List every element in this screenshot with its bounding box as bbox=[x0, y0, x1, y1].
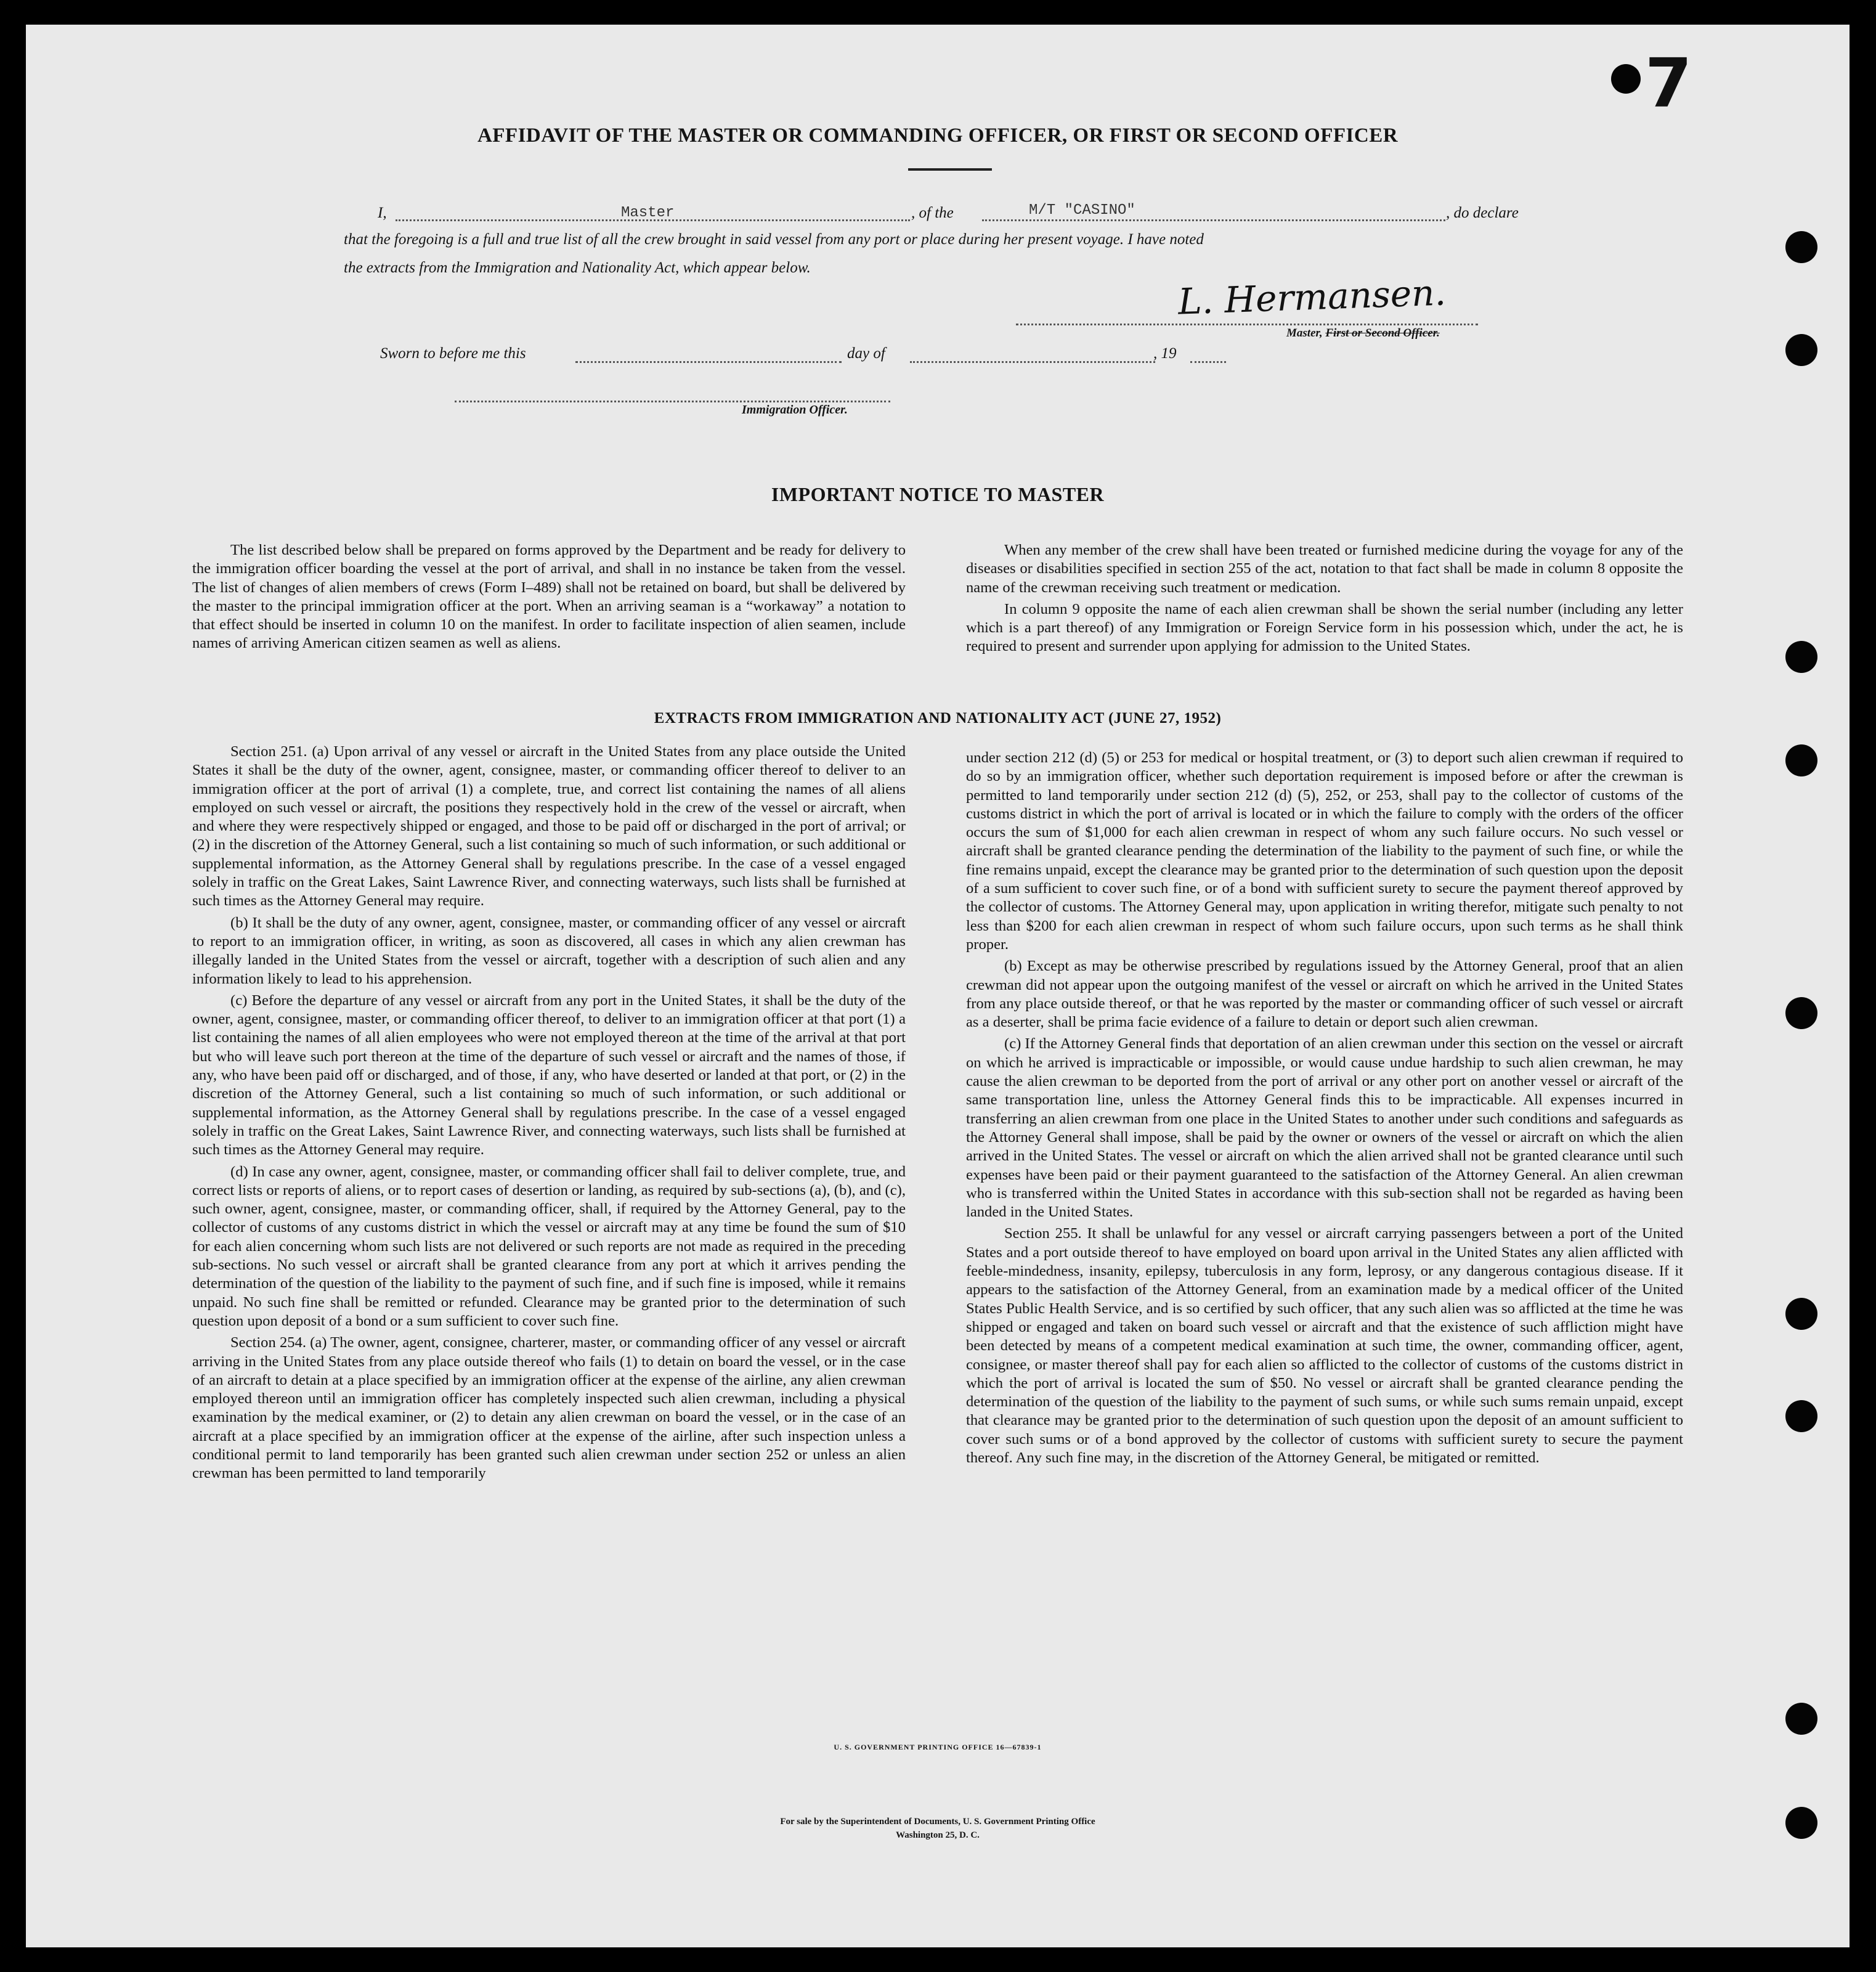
extracts-left-column bbox=[192, 743, 906, 1486]
signature: L. Hermansen. bbox=[1177, 271, 1447, 323]
punch-hole bbox=[1785, 231, 1817, 263]
statute-paragraph: (c) Before the departure of any vessel or aircraft from any port in the United States, it shall be the duty of the owner, agent, consignee, master, or commanding officer thereof, to deliver to an immigration officer at that port (1) a list containing the names of all alien employees who were not employed thereon at the time of the arrival at that port but who will leave such port thereon at the time of the departure of such vessel or aircraft and the names of those, if any, who have been paid off or discharged, and of those, if any, who have deserted or landed at that port, or (2) in the discretion of the Attorney General, such a list containing so much of such information, or such additional or supplemental information, as the Attorney General shall by regulations prescribe. In the case of a vessel engaged solely in traffic on the Great Lakes, Saint Lawrence River, and connecting waterways, such lists shall be furnished at such times as the Attorney General may require. bbox=[192, 992, 906, 1159]
punch-hole bbox=[1785, 997, 1817, 1029]
officer-caption: Immigration Officer. bbox=[742, 403, 848, 417]
notice-paragraph: When any member of the crew shall have been treated or furnished medicine during the voyage for any of the diseases or disabilities specified in section 255 of the act, notation to that fact shall be made in column 8 opposite the name of the crewman receiving such treatment or medication. bbox=[966, 542, 1683, 596]
punch-hole bbox=[1785, 744, 1817, 776]
punch-hole bbox=[1785, 641, 1817, 673]
day-of-label: day of bbox=[847, 345, 885, 362]
declaration-line-1: that the foregoing is a full and true list of all the crew brought in said vessel from any port or place during her present voyage. I have noted bbox=[344, 231, 1204, 248]
vessel-value: M/T "CASINO" bbox=[1029, 202, 1135, 219]
statute-paragraph: under section 212 (d) (5) or 253 for medical or hospital treatment, or (3) to deport such alien crewman if required to do so by an immigration officer, whether such deportation requirement is imposed before or after the crewman is permitted to land temporarily under section 212 (d) (5), 252, or 253, shall pay to the collector of customs of the customs district in which the port of arrival is located or in which the failure to comply with the orders of the officer occurs the sum of $1,000 for each alien crewman in respect of whom any such failure occurs. No such vessel or aircraft shall be granted clearance pending the determination of the liability to the payment of such fine, or while the fine remains unpaid, except the clearance may be granted prior to the determination of such question upon the deposit of a sum sufficient to cover such fine, or of a bond with sufficient surety to secure the payment thereof approved by the collector of customs. The Attorney General may, upon application in writing therefor, mitigate such penalty to not less than $200 for each alien crewman in respect of whom such failure occurs, upon such terms as he shall think proper. bbox=[966, 749, 1683, 953]
statute-paragraph: (d) In case any owner, agent, consignee, master, or commanding officer shall fail to deliver complete, true, and correct lists or reports of aliens, or to report cases of desertion or landing, as required by sub-sections (a), (b), and (c), such owner, agent, consignee, master, or commanding officer, shall, if required by the Attorney General, pay to the collector of customs of any customs district in which the vessel or aircraft may at any time be found the sum of $10 for each alien concerning whom such lists are not delivered or such reports are not made as required in the preceding sub-sections. No such vessel or aircraft shall be granted clearance from any port at which it arrives pending the determination of the question of the liability to the payment of such fine, and if such fine is imposed, while it remains unpaid. No such fine shall be remitted or refunded. Clearance may be granted prior to the determination of such question upon deposit of a bond or a sum sufficient to cover such fine. bbox=[192, 1163, 906, 1329]
year-label: , 19 bbox=[1153, 345, 1177, 362]
sale-notice-line-1: For sale by the Superintendent of Documents, U. S. Government Printing Office bbox=[780, 1817, 1095, 1827]
statute-paragraph: Section 255. It shall be unlawful for any vessel or aircraft carrying passengers between a port of the United States and a port outside thereof to have employed on board upon arrival in the United States any alien afflicted with feeble-mindedness, insanity, epilepsy, tuberculosis in any form, leprosy, or any dangerous contagious disease. If it appears to the satisfaction of the Attorney General, from an examination made by a medical officer of the United States Public Health Service, and is so certified by such officer, that any such alien was so afflicted at the time he was shipped or engaged and taken on board such vessel or aircraft and that the existence of such affliction might have been detected by means of a competent medical examination at such time, the owner, commanding officer, agent, consignee, or master thereof shall pay for each alien so afflicted to the collector of customs of the customs district in which the port of arrival is located the sum of $50. No vessel or aircraft shall be granted clearance pending the determination of the question of the liability to the payment of such sums, or while such sums remain unpaid, except that clearance may be granted prior to the determination of such question upon the deposit of an amount sufficient to cover such sums or of a bond approved by the collector of customs with sufficient surety to secure the payment thereof. Any such fine may, in the discretion of the Attorney General, be mitigated or remitted. bbox=[966, 1225, 1683, 1466]
sworn-day-field[interactable] bbox=[575, 361, 842, 363]
extracts-right-column bbox=[966, 749, 1683, 1470]
caption-master: Master, bbox=[1286, 327, 1323, 340]
officer-signature-line[interactable] bbox=[455, 401, 890, 402]
gpo-imprint: U. S. GOVERNMENT PRINTING OFFICE 16—67839-1 bbox=[834, 1743, 1042, 1751]
statute-paragraph: Section 251. (a) Upon arrival of any vessel or aircraft in the United States from any place outside the United States it shall be the duty of the owner, agent, consignee, master, or commanding officer thereof to deliver to an immigration officer at the port of arrival (1) a complete, true, and correct list containing the names of all aliens employed on such vessel or aircraft, the positions they respectively hold in the crew of the vessel or aircraft, when and where they were respectively shipped or engaged, and those to be paid off or discharged in the port of arrival; or (2) in the discretion of the Attorney General, such a list containing so much of such information, or such additional or supplemental information, as the Attorney General shall by regulations prescribe. In the case of a vessel engaged solely in traffic on the Great Lakes, Saint Lawrence River, and connecting waterways, such lists shall be furnished at such times as the Attorney General may require. bbox=[192, 743, 906, 910]
punch-hole bbox=[1785, 334, 1817, 366]
sworn-year-field[interactable] bbox=[1190, 361, 1226, 363]
declarant-value: Master bbox=[621, 205, 675, 221]
document-page bbox=[26, 25, 1850, 1947]
statute-paragraph: (c) If the Attorney General finds that deportation of an alien crewman under this section on the vessel or aircraft on which he arrived is impracticable or impossible, or would cause undue hardship to such alien crewman, he may cause the alien crewman to be deported from the port of arrival or any other port on another vessel or aircraft of the same transportation line, unless the Attorney General finds this to be impracticable. All expenses incurred in transferring an alien crewman from one place in the United States to another under such conditions and safeguards as the Attorney General shall impose, shall be paid by the owner or owners of the vessel or aircraft on which the alien arrived in the United States. The vessel or aircraft on which the alien arrived shall not be granted clearance until such expenses have been paid or their payment guaranteed to the satisfaction of the Attorney General. An alien crewman who is transferred within the United States in accordance with this sub-section shall not be regarded as having been landed in the United States. bbox=[966, 1035, 1683, 1221]
notice-title: IMPORTANT NOTICE TO MASTER bbox=[771, 483, 1105, 505]
extracts-title: EXTRACTS FROM IMMIGRATION AND NATIONALITY ACT (JUNE 27, 1952) bbox=[654, 710, 1222, 727]
notice-paragraph: In column 9 opposite the name of each alien crewman shall be shown the serial number (including any letter which is a part thereof) of any Immigration or Foreign Service form in his possession which, under the act, he is required to present and surrender upon applying for admission to the United States. bbox=[966, 600, 1683, 655]
statute-paragraph: (b) Except as may be otherwise prescribed by regulations issued by the Attorney General, proof that an alien crewman did not appear upon the outgoing manifest of the vessel or aircraft on which he arrived in the United States from any place outside thereof, or that he was reported by the master or commanding officer of such vessel or aircraft as a deserter, shall be prima facie evidence of a failure to detain or deport such alien crewman. bbox=[966, 958, 1683, 1031]
affidavit-title: AFFIDAVIT OF THE MASTER OR COMMANDING OFFICER, OR FIRST OR SECOND OFFICER bbox=[477, 124, 1399, 147]
statute-paragraph: (b) It shall be the duty of any owner, agent, consignee, master, or commanding officer of any vessel or aircraft to report to an immigration officer, in writing, as soon as discovered, all cases in which any alien crewman has illegally landed in the United States from the vessel or aircraft, together with a description of such alien and any information likely to lead to his apprehension. bbox=[192, 914, 906, 987]
sale-notice-line-2: Washington 25, D. C. bbox=[896, 1830, 980, 1840]
title-rule bbox=[908, 168, 992, 171]
vessel-field[interactable] bbox=[982, 219, 1445, 221]
notice-paragraph: The list described below shall be prepared on forms approved by the Department and be ready for delivery to the immigration officer boarding the vessel at the port of arrival, and shall in no instance be taken from the vessel. The list of changes of alien members of crews (Form I–489) shall not be retained on board, but shall be delivered by the master to the principal immigration officer at the port. When an arriving seaman is a “workaway” a notation to that effect should be inserted in column 10 on the manifest. In order to facilitate inspection of alien seamen, include names of arriving American citizen seamen as well as aliens. bbox=[192, 542, 906, 652]
sworn-month-field[interactable] bbox=[910, 361, 1155, 363]
caption-struck-officer: First or Second Officer. bbox=[1325, 327, 1440, 340]
signature-caption bbox=[1286, 327, 1440, 340]
punch-hole bbox=[1785, 1400, 1817, 1432]
notice-left-column bbox=[192, 541, 906, 656]
punch-hole bbox=[1611, 64, 1641, 94]
declare-label: , do declare bbox=[1446, 205, 1519, 221]
punch-hole bbox=[1785, 1298, 1817, 1330]
punch-hole bbox=[1785, 1703, 1817, 1735]
sworn-label: Sworn to before me this bbox=[380, 345, 526, 362]
signature-line bbox=[1016, 324, 1478, 325]
statute-paragraph: Section 254. (a) The owner, agent, consignee, charterer, master, or commanding officer of any vessel or aircraft arriving in the United States from any place outside thereof who fails (1) to detain on board the vessel, or in the case of an aircraft to detain at a place specified by an immigration officer at the expense of the airline, any alien crewman employed thereon until an immigration officer has completely inspected such alien crewman, including a physical examination by the medical examiner, or (2) to detain any alien crewman on board the vessel, or in the case of an aircraft at a place specified by an immigration officer at the expense of the airline, after such inspection unless a conditional permit to land temporarily has been granted such alien crewman under section 252 or unless an alien crewman has been permitted to land temporarily bbox=[192, 1334, 906, 1482]
handwritten-corner-mark: 7 bbox=[1645, 44, 1692, 123]
of-the-label: , of the bbox=[911, 205, 954, 221]
declarant-label: I, bbox=[378, 205, 387, 221]
notice-right-column bbox=[966, 541, 1683, 659]
declaration-line-2: the extracts from the Immigration and Nationality Act, which appear below. bbox=[344, 259, 811, 276]
